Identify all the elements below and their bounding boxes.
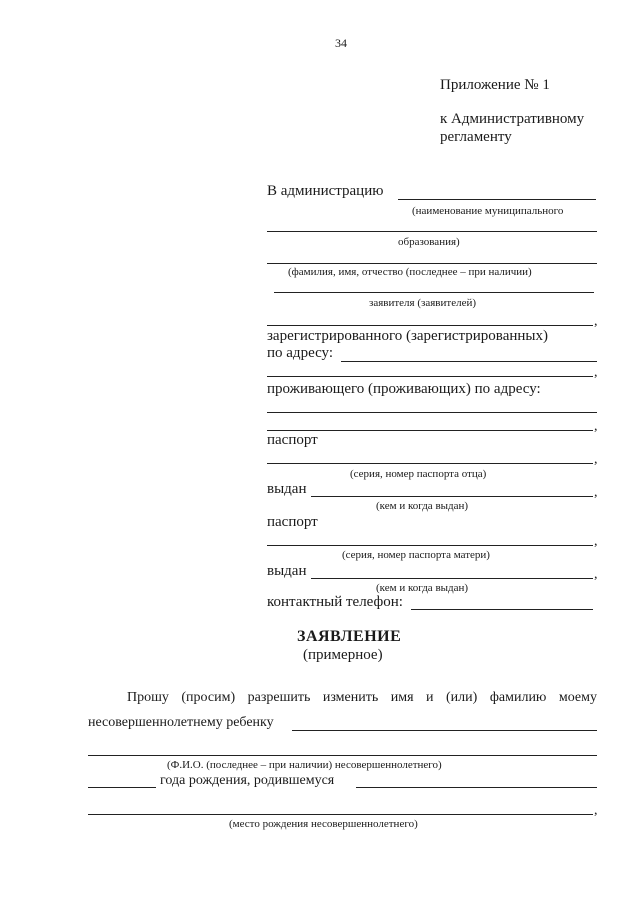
registered-address-line-2[interactable] [267,376,593,377]
phone-label: контактный телефон: [267,594,403,610]
registered-address-line[interactable] [341,361,597,362]
comma: , [594,803,598,818]
comma: , [594,452,598,467]
comma: , [594,365,598,380]
municipality-field-line-2[interactable] [267,231,597,232]
applicant-field-line[interactable] [274,292,594,293]
municipality-hint-1: (наименование муниципального [412,205,564,217]
father-passport-hint: (серия, номер паспорта отца) [350,468,487,480]
father-passport-line[interactable] [267,463,593,464]
minor-fio-hint: (Ф.И.О. (последнее – при наличии) несовершеннолетнего) [167,759,442,771]
applicant-field-line-2[interactable] [267,325,593,326]
registered-address-label: по адресу: [267,345,334,361]
statement-title: ЗАЯВЛЕНИЕ [297,628,402,645]
comma: , [594,485,598,500]
comma: , [594,534,598,549]
mother-passport-line[interactable] [267,545,593,546]
comma: , [594,314,598,329]
statement-line-2: несовершеннолетнему ребенку [88,715,274,730]
fio-field-line[interactable] [267,263,597,264]
statement-line-1: Прошу (просим) разрешить изменить имя и (или) фамилию моему [127,690,597,705]
birthplace-hint: (место рождения несовершеннолетнего) [229,818,418,830]
to-administration-label: В администрацию [267,183,384,199]
father-issued-hint: (кем и когда выдан) [376,500,469,512]
mother-issued-hint: (кем и когда выдан) [376,582,469,594]
municipality-field-line[interactable] [398,199,596,200]
fio-hint: (фамилия, имя, отчество (последнее – при наличии) [288,266,532,278]
residing-address-line[interactable] [267,412,597,413]
appendix-title: Приложение № 1 [440,77,550,93]
mother-issued-label: выдан [267,563,307,579]
birth-year-label: года рождения, родившемуся [160,773,335,788]
birthplace-line-2[interactable] [88,814,593,815]
comma: , [594,567,598,582]
mother-passport-hint: (серия, номер паспорта матери) [342,549,490,561]
child-fio-line[interactable] [88,755,597,756]
birthplace-line[interactable] [356,787,597,788]
phone-field-line[interactable] [411,609,593,610]
appendix-ref-line2: регламенту [440,129,512,145]
residing-address-line-2[interactable] [267,430,593,431]
child-name-line[interactable] [292,730,597,731]
page-number: 34 [335,36,347,50]
residing-label: проживающего (проживающих) по адресу: [267,381,541,397]
father-issued-label: выдан [267,481,307,497]
comma: , [594,419,598,434]
father-passport-label: паспорт [267,432,318,448]
municipality-hint-2: образования) [398,236,460,248]
statement-subtitle: (примерное) [303,647,383,663]
mother-passport-label: паспорт [267,514,318,530]
father-issued-line[interactable] [311,496,593,497]
birth-year-line[interactable] [88,787,156,788]
mother-issued-line[interactable] [311,578,593,579]
applicant-hint: заявителя (заявителей) [369,297,476,309]
appendix-ref-line1: к Административному [440,111,585,127]
registered-label: зарегистрированного (зарегистрированных) [267,328,548,344]
